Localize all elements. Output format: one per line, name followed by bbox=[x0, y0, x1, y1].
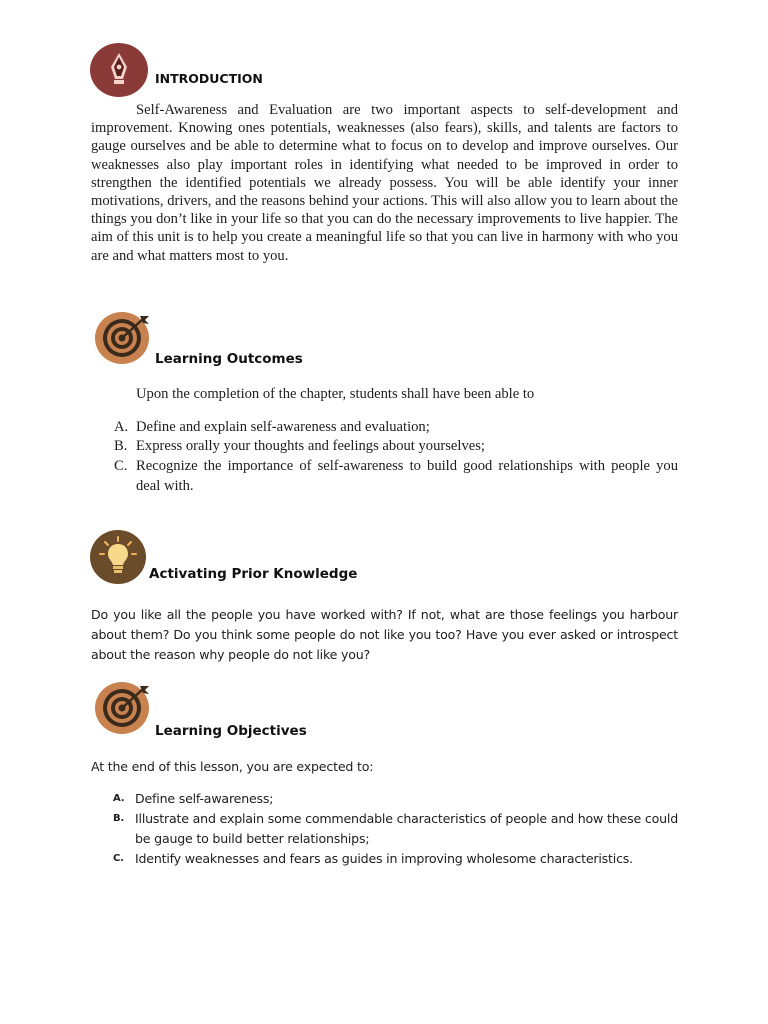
list-item bbox=[114, 418, 678, 436]
activating-prior-knowledge-heading: Activating Prior Knowledge bbox=[149, 566, 358, 582]
list-item bbox=[113, 809, 678, 849]
list-marker: A. bbox=[114, 419, 129, 435]
list-marker: C. bbox=[114, 458, 128, 475]
activating-prior-knowledge-paragraph: Do you like all the people you have worked with? If not, what are those feelings you harbour about them? Do you think some people do not like you too? Have you ever asked or introspect about the reason why people do not like you? bbox=[91, 607, 678, 662]
list-marker: B. bbox=[113, 813, 125, 824]
list-item bbox=[113, 789, 678, 809]
list-item bbox=[113, 849, 678, 869]
pen-nib-icon bbox=[90, 43, 148, 97]
list-item-text: Illustrate and explain some commendable characteristics of people and how these could be gauge to build better relationships; bbox=[135, 811, 678, 846]
learning-objectives-list bbox=[113, 789, 678, 869]
list-item-text: Define and explain self-awareness and evaluation; bbox=[136, 419, 430, 435]
list-item bbox=[114, 456, 678, 496]
list-marker: B. bbox=[114, 438, 128, 455]
learning-objectives-intro: At the end of this lesson, you are expected to: bbox=[91, 759, 374, 774]
learning-outcomes-list bbox=[114, 418, 678, 496]
lightbulb-icon bbox=[90, 530, 146, 584]
target-icon bbox=[95, 682, 151, 734]
list-item-text: Recognize the importance of self-awareness to build good relationships with people you deal with. bbox=[136, 458, 678, 495]
list-item-text: Define self-awareness; bbox=[135, 791, 274, 806]
list-marker: A. bbox=[113, 793, 125, 804]
introduction-heading: INTRODUCTION bbox=[155, 71, 263, 86]
list-item-text: Express orally your thoughts and feelings about yourselves; bbox=[136, 438, 485, 455]
list-item bbox=[114, 437, 678, 455]
list-marker: C. bbox=[113, 853, 124, 864]
learning-outcomes-intro: Upon the completion of the chapter, students shall have been able to bbox=[136, 386, 535, 402]
learning-outcomes-heading: Learning Outcomes bbox=[155, 351, 303, 367]
target-icon bbox=[95, 312, 151, 364]
list-item-text: Identify weaknesses and fears as guides in improving wholesome characteristics. bbox=[135, 851, 633, 866]
learning-objectives-heading: Learning Objectives bbox=[155, 723, 307, 739]
introduction-paragraph: Self-Awareness and Evaluation are two important aspects to self-development and improvement. Knowing ones potentials, weaknesses (also fears), skills, and talents are factors to gauge ourselves and be able to determine what to focus on to develop and improve ourselves. Our weaknesses also play important roles in identifying what needed to be improved in order to strengthen the identified potentials we already possess. You will be able identify your inner motivations, drivers, and the reasons behind your actions. This will also allow you to learn about the things you don’t like in your life so that you can do the necessary improvements to live happier. The aim of this unit is to help you create a meaningful life so that you can live in harmony with who you are and what matters most to you. bbox=[91, 102, 678, 264]
